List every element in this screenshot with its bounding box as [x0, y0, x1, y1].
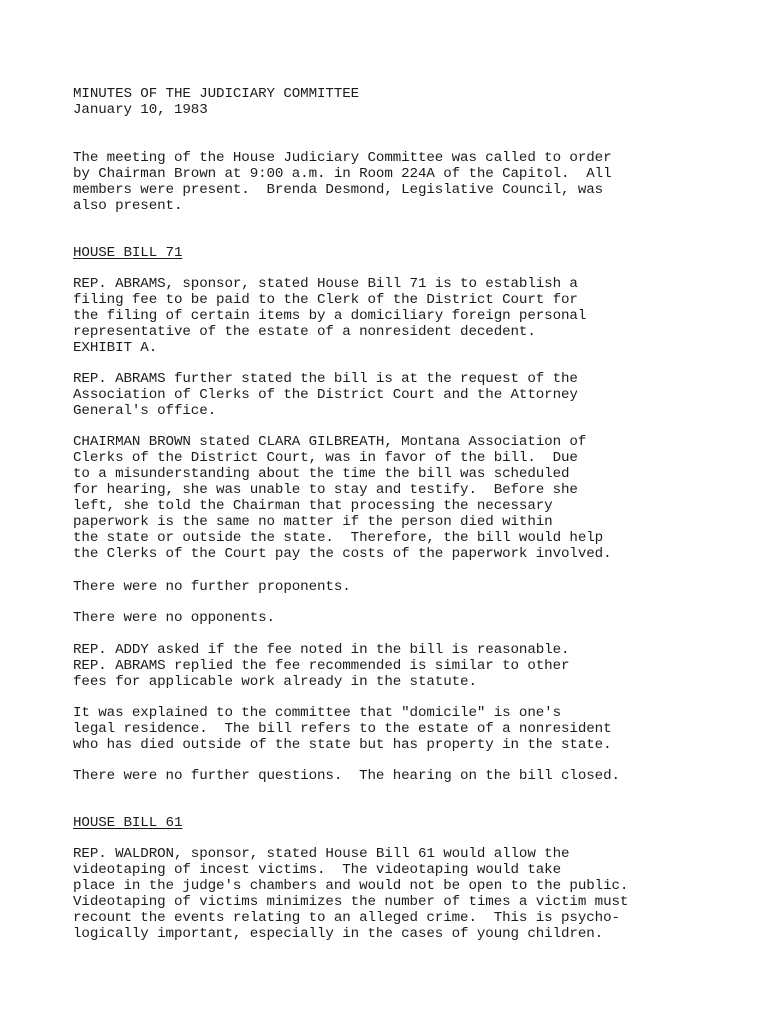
document-title: MINUTES OF THE JUDICIARY COMMITTEE: [73, 86, 360, 102]
document-date: January 10, 1983: [73, 102, 208, 118]
section-heading: HOUSE BILL 61: [73, 815, 183, 831]
text-line: videotaping of incest victims. The videotaping would take: [73, 862, 562, 878]
text-line: fees for applicable work already in the statute.: [73, 674, 477, 690]
text-line: for hearing, she was unable to stay and testify. Before she: [73, 482, 578, 498]
text-line: who has died outside of the state but has property in the state.: [73, 737, 612, 753]
text-line: members were present. Brenda Desmond, Legislative Council, was: [73, 182, 604, 198]
text-line: the Clerks of the Court pay the costs of the paperwork involved.: [73, 546, 612, 562]
text-line: legal residence. The bill refers to the estate of a nonresident: [73, 721, 612, 737]
text-line: There were no further proponents.: [73, 579, 351, 595]
text-line: Clerks of the District Court, was in favor of the bill. Due: [73, 450, 578, 466]
text-line: It was explained to the committee that "domicile" is one's: [73, 705, 562, 721]
text-line: the state or outside the state. Therefore, the bill would help: [73, 530, 604, 546]
text-line: Association of Clerks of the District Court and the Attorney: [73, 387, 578, 403]
text-line: Videotaping of victims minimizes the number of times a victim must: [73, 894, 629, 910]
text-line: There were no opponents.: [73, 610, 275, 626]
text-line: by Chairman Brown at 9:00 a.m. in Room 224A of the Capitol. All: [73, 166, 612, 182]
text-line: The meeting of the House Judiciary Committee was called to order: [73, 150, 612, 166]
text-line: representative of the estate of a nonresident decedent.: [73, 324, 536, 340]
text-line: place in the judge's chambers and would not be open to the public.: [73, 878, 629, 894]
text-line: There were no further questions. The hearing on the bill closed.: [73, 768, 620, 784]
text-line: REP. WALDRON, sponsor, stated House Bill 61 would allow the: [73, 846, 570, 862]
section-heading: HOUSE BILL 71: [73, 245, 183, 261]
text-line: REP. ABRAMS further stated the bill is at the request of the: [73, 371, 578, 387]
text-line: General's office.: [73, 403, 217, 419]
text-line: recount the events relating to an alleged crime. This is psycho-: [73, 910, 620, 926]
text-line: also present.: [73, 198, 183, 214]
text-line: left, she told the Chairman that processing the necessary: [73, 498, 553, 514]
text-line: paperwork is the same no matter if the person died within: [73, 514, 553, 530]
text-line: to a misunderstanding about the time the bill was scheduled: [73, 466, 570, 482]
text-line: EXHIBIT A.: [73, 340, 158, 356]
text-line: filing fee to be paid to the Clerk of the District Court for: [73, 292, 578, 308]
text-line: the filing of certain items by a domiciliary foreign personal: [73, 308, 587, 324]
text-line: CHAIRMAN BROWN stated CLARA GILBREATH, Montana Association of: [73, 434, 587, 450]
text-line: REP. ABRAMS replied the fee recommended is similar to other: [73, 658, 570, 674]
text-line: REP. ABRAMS, sponsor, stated House Bill 71 is to establish a: [73, 276, 578, 292]
text-line: REP. ADDY asked if the fee noted in the bill is reasonable.: [73, 642, 570, 658]
text-line: logically important, especially in the cases of young children.: [73, 926, 604, 942]
